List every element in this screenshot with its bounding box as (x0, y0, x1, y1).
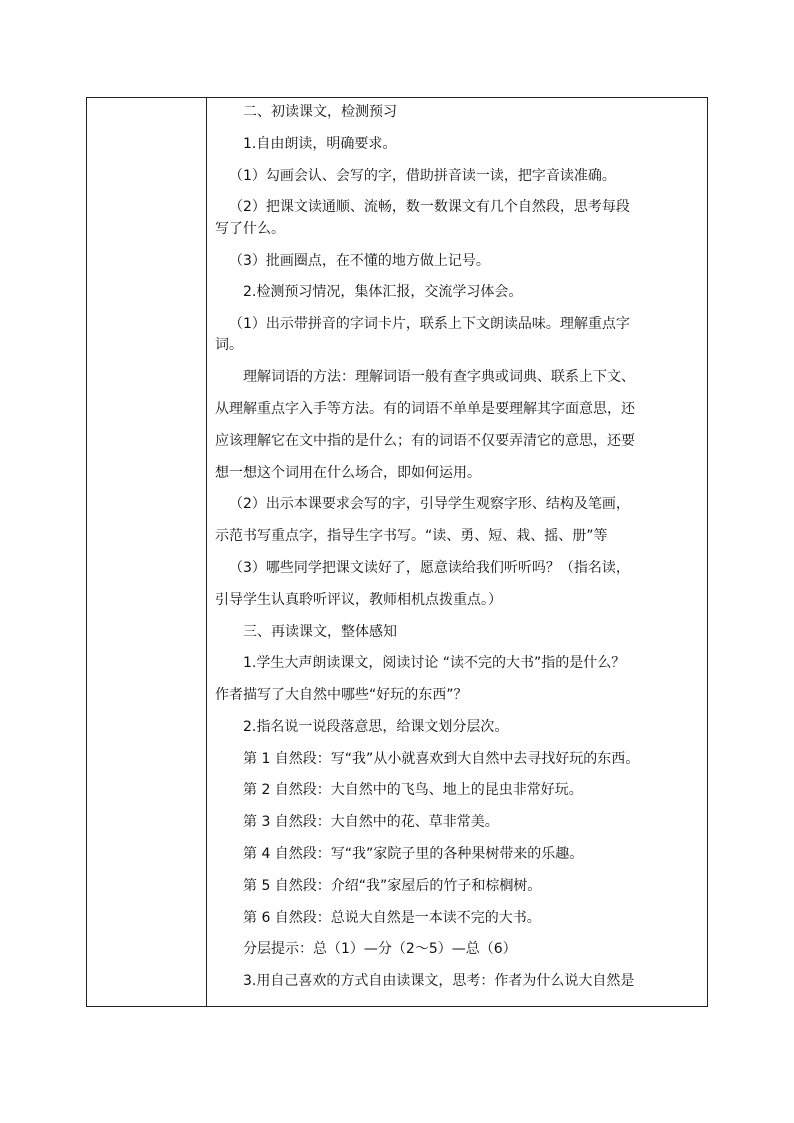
paragraph: 2.检测预习情况，集体汇报，交流学习体会。 (243, 284, 523, 301)
paragraph-line: 应该理解它在文中指的是什么；有的词语不仅要弄清它的意思，还要 (215, 432, 635, 449)
paragraph-line: 词。 (215, 337, 243, 354)
paragraph-line: 示范书写重点字，指导生字书写。“读、勇、短、栽、摇、册”等 (215, 528, 608, 545)
paragraph: 1.自由朗读，明确要求。 (243, 135, 397, 152)
paragraph-line: 引导学生认真聆听评议，教师相机点拨重点。） (215, 591, 502, 608)
paragraph: （3）批画圈点，在不懂的地方做上记号。 (229, 252, 490, 269)
paragraph-line: （3）哪些同学把课文读好了，愿意读给我们听听吗？（指名读， (229, 559, 630, 576)
paragraph-line: （2）把课文读通顺、流畅，数一数课文有几个自然段，思考每段 (229, 199, 630, 216)
section-heading: 三、再读课文，整体感知 (243, 623, 397, 640)
paragraph: （1）勾画会认、会写的字，借助拼音读一读，把字音读准确。 (229, 167, 616, 184)
list-item: 第 5 自然段：介绍“我”家屋后的竹子和棕榈树。 (243, 877, 542, 894)
list-item: 第 3 自然段：大自然中的花、草非常美。 (243, 814, 499, 831)
paragraph: 2.指名说一说段落意思，给课文划分层次。 (243, 718, 509, 735)
paragraph-line: 从理解重点字入手等方法。有的词语不单单是要理解其字面意思，还 (215, 401, 635, 418)
list-item: 第 1 自然段：写“我”从小就喜欢到大自然中去寻找好玩的东西。 (243, 750, 640, 767)
lesson-table (86, 97, 708, 1007)
list-item: 第 4 自然段：写“我”家院子里的各种果树带来的乐趣。 (243, 845, 584, 862)
paragraph-line: 想一想这个词用在什么场合，即如何运用。 (215, 464, 481, 481)
paragraph-line: 写了什么。 (215, 220, 285, 237)
paragraph-line: 作者描写了大自然中哪些“好玩的东西”？ (215, 687, 468, 704)
paragraph-line: （1）出示带拼音的字词卡片，联系上下文朗读品味。理解重点字 (229, 316, 630, 333)
paragraph-line: （2）出示本课要求会写的字，引导学生观察字形、结构及笔画， (229, 496, 630, 513)
paragraph-line: 3.用自己喜欢的方式自由读课文，思考：作者为什么说大自然是 (243, 973, 635, 990)
list-item: 第 6 自然段：总说大自然是一本读不完的大书。 (243, 909, 541, 926)
paragraph: 分层提示：总（1）—分（2～5）—总（6） (243, 941, 517, 958)
list-item: 第 2 自然段：大自然中的飞鸟、地上的昆虫非常好玩。 (243, 782, 583, 799)
table-left-column (87, 98, 207, 1006)
paragraph-line: 理解词语的方法：理解词语一般有查字典或词典、联系上下文、 (243, 369, 635, 386)
section-heading: 二、初读课文，检测预习 (243, 104, 397, 120)
lesson-content (215, 102, 701, 992)
paragraph-line: 1.学生大声朗读课文，阅读讨论 “读不完的大书”指的是什么？ (243, 655, 626, 672)
table-right-column (207, 98, 707, 1006)
